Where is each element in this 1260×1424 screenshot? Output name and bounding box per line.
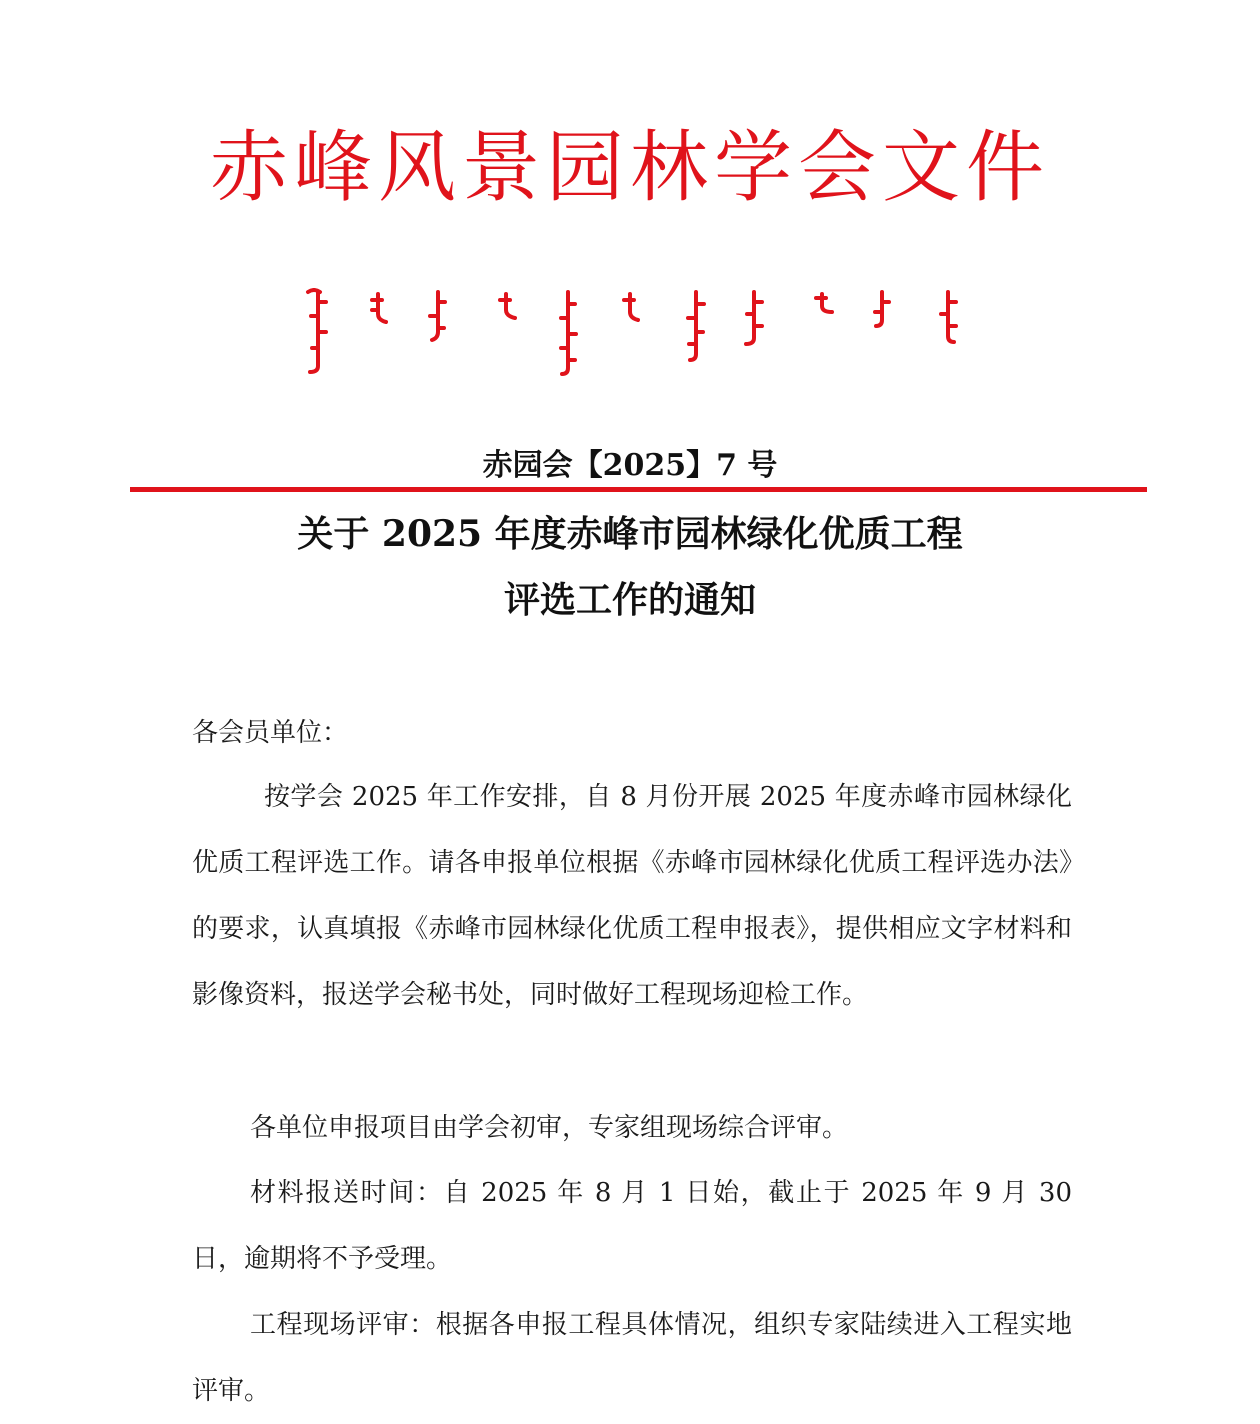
notice-title-line-2: 评选工作的通知	[503, 579, 756, 621]
paragraph-site-review: 工程现场评审：根据各申报工程具体情况，组织专家陆续进入工程实地评审。	[192, 1310, 1072, 1406]
letterhead-title: 赤峰风景园林学会文件	[209, 123, 1050, 213]
salutation: 各会员单位：	[192, 718, 349, 748]
paragraph-review-process: 各单位申报项目由学会初审，专家组现场综合评审。	[250, 1113, 849, 1143]
notice-title-line-1: 关于 2025 年度赤峰市园林绿化优质工程	[297, 513, 963, 555]
mongolian-script-title-icon	[300, 288, 970, 378]
paragraph-arrangement: 按学会 2025 年工作安排，自 8 月份开展 2025 年度赤峰市园林绿化优质工程评选工作。请各申报单位根据《赤峰市园林绿化优质工程评选办法》的要求，认真填报《赤峰市园林绿化优质工程申报表》，提供相应文字材料和影像资料，报送学会秘书处，同时做好工程现场迎检工作。	[192, 782, 1072, 1010]
red-divider-line	[130, 487, 1147, 492]
paragraph-submission-deadline: 材料报送时间：自 2025 年 8 月 1 日始，截止于 2025 年 9 月 30 日，逾期将不予受理。	[192, 1178, 1072, 1274]
document-number: 赤园会【2025】7 号	[482, 448, 778, 483]
